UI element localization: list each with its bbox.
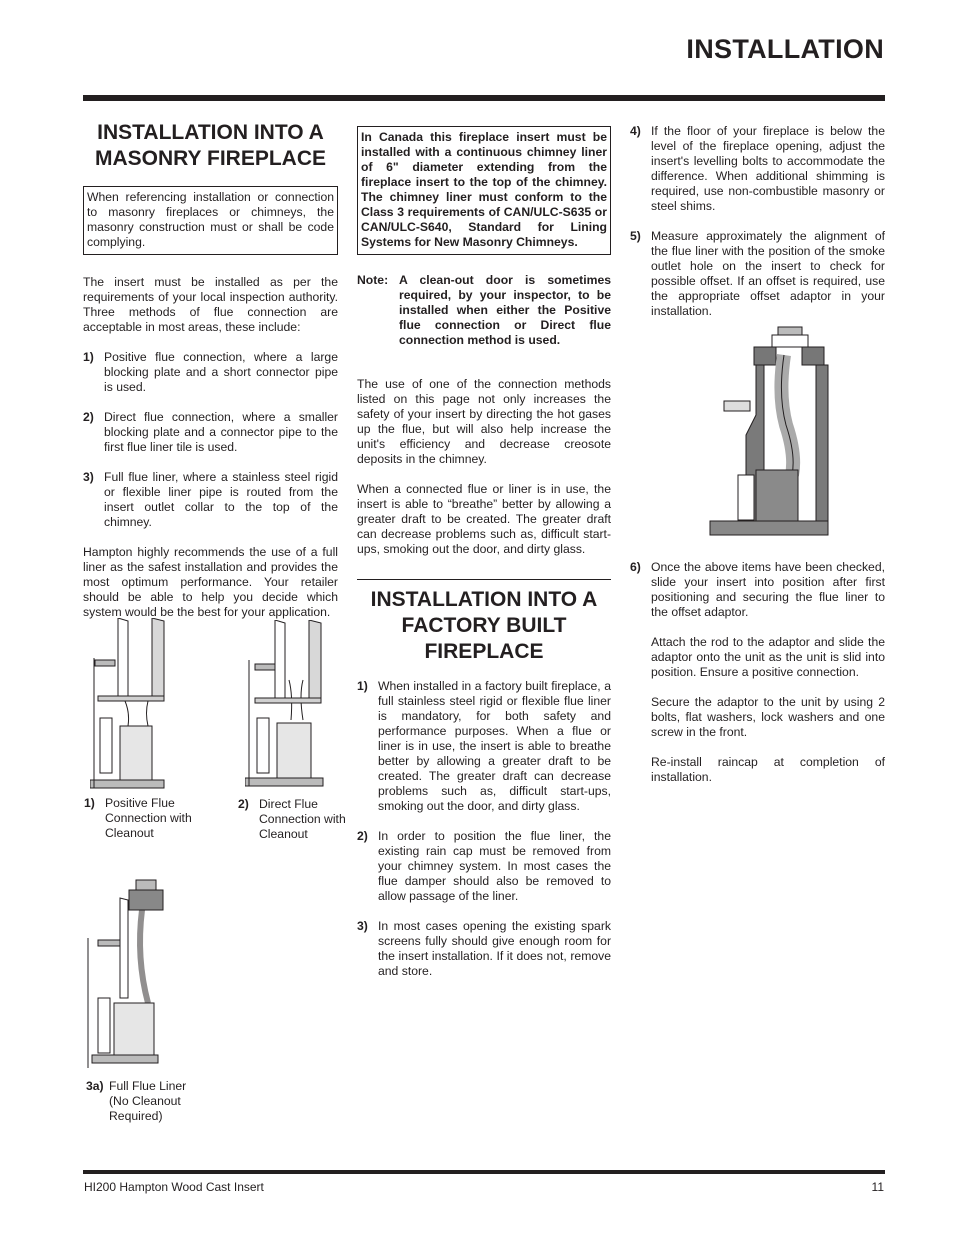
masonry-code-box: When referencing installation or connection to masonry fireplaces or chimneys, the masonry construction must or shall be code complying. [83,186,338,255]
list-item: 1) When installed in a factory built fireplace, a full stainless steel rigid or flexible flue liner is mandatory, for both safety and performance purposes. When a flue or liner is in use, the insert is able to breathe better by allowing a greater draft to be created. The greater draft can decrease problems such as, difficult start-ups, smoking out the door, and dirty glass. [357,679,611,813]
list-item: 5) Measure approximately the alignment of the flue liner with the position of the smoke outlet hole on the insert to check for possible offset. If an offset is required, use the appropriate offset adaptor in your installation. [630,229,885,318]
note: Note: A clean-out door is sometimes required, by your inspector, to be installed when either the Positive flue connection or Direct flue connection method is used. [357,273,611,347]
positive-flue-diagram [90,618,180,793]
list-item: 3) In most cases opening the existing spark screens fully should give enough room for the insert installation. If it does not, remove and store. [357,919,611,978]
page-title: INSTALLATION [686,34,884,64]
breathe-paragraph: When a connected flue or liner is in use, the insert is able to “breathe” better by allowing a greater draft to be created. The greater draft can decrease problems such as, difficult start-ups, smoking out the door, and dirty glass. [357,482,611,556]
secure-paragraph: Secure the adaptor to the unit by using 2 bolts, flat washers, lock washers and one screw in the front. [651,695,885,739]
recommendation-paragraph: Hampton highly recommends the use of a full liner as the safest installation and provides the most optimum performance. Your retailer should be able to help you decide which system would be the best for your application. [83,545,338,619]
list-item: 2) Direct flue connection, where a smaller blocking plate and a connector pipe to the first flue liner tile is used. [83,410,338,454]
footer-rule [83,1170,885,1174]
direct-flue-diagram [245,620,335,790]
column-3 [630,124,885,334]
column-1 [83,120,338,635]
figure-1-caption: 1) Positive Flue Connection with Cleanout [84,796,192,840]
footer-product: HI200 Hampton Wood Cast Insert [84,1180,264,1194]
offset-adaptor-diagram [706,325,886,540]
full-flue-liner-diagram [84,878,164,1070]
adaptor-paragraph: Attach the rod to the adaptor and slide the adaptor onto the unit as the unit is slid into position. Ensure a positive connection. [651,635,885,679]
list-item: 6) Once the above items have been checked, slide your insert into position after first positioning and securing the flue liner to the offset adaptor. [630,560,885,619]
factory-built-heading: INSTALLATION INTO A FACTORY BUILT FIREPLACE [370,588,598,663]
list-item: 4) If the floor of your fireplace is below the level of the fireplace opening, adjust the insert's levelling bolts to accommodate the difference. When additional shimming is required, use non-combustible masonry or steel shims. [630,124,885,213]
list-item: 1) Positive flue connection, where a large blocking plate and a short connector pipe is used. [83,350,338,394]
intro-paragraph: The insert must be installed as per the requirements of your local inspection authority. Three methods of flue connection are acceptable in most areas, these include: [83,275,338,334]
step-6 [630,560,885,800]
header-rule [83,95,885,101]
section-divider [357,579,611,580]
connection-methods-paragraph: The use of one of the connection methods listed on this page not only increases the safety of your insert by directing the hot gases up the flue, but will also help increase the unit's efficiency and decrease creosote deposits in the chimney. [357,377,611,466]
list-item: 3) Full flue liner, where a stainless steel rigid or flexible liner pipe is routed from the insert outlet collar to the top of the chimney. [83,470,338,529]
figure-2-caption: 2) Direct Flue Connection with Cleanout [238,797,346,841]
figure-3-caption: 3a) Full Flue Liner (No Cleanout Required) [86,1079,187,1123]
column-2 [357,126,611,994]
page-number: 11 [871,1180,884,1194]
canada-requirements-box: In Canada this fireplace insert must be installed with a continuous chimney liner of 6" diameter extending from the fireplace insert to the top of the chimney. The chimney liner must conform to the Class 3 requirements of CAN/ULC-S635 or CAN/ULC-S640, Standard for Lining Systems for New Masonry Chimneys. [357,126,611,255]
masonry-heading: INSTALLATION INTO A MASONRY FIREPLACE [94,121,327,170]
list-item: 2) In order to position the flue liner, the existing rain cap must be removed from your chimney system. In most cases the flue damper should also be removed to allow passage of the liner. [357,829,611,903]
raincap-paragraph: Re-install raincap at completion of installation. [651,755,885,784]
